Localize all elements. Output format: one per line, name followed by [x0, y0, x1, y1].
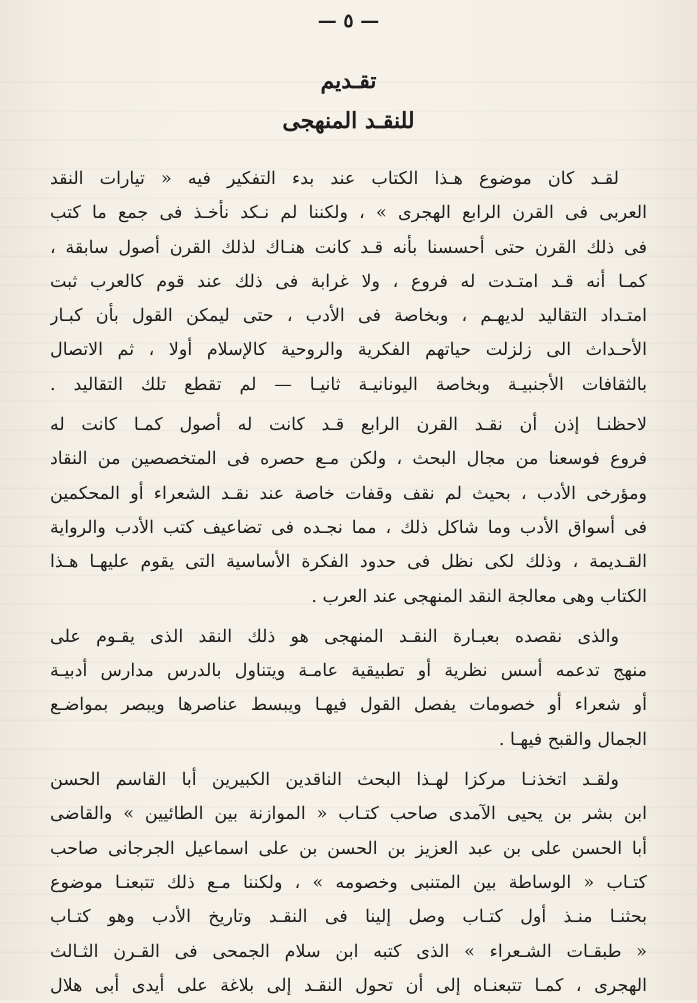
text-line: ابن بشر بن يحيى الآمدى صاحب كتـاب « الموازنة بين الطائيين » والقاضى: [50, 804, 647, 825]
text-line: ومؤرخى الأدب ، بحيث لم نقف وقفات خاصة عند نقـد الشعراء أو المحكمين: [50, 483, 647, 504]
page-title: تقـديم: [320, 68, 377, 94]
text-line: أبا الحسن على بن عبد العزيز بن الحسن بن على اسماعيل الجرجانى صاحب: [50, 838, 647, 859]
text-line: والذى نقصده بعبـارة النقـد المنهجى هو ذلك النقد الذى يقـوم على: [50, 626, 619, 647]
body-text: [50, 162, 647, 1003]
text-line: الجمال والقبح فيهـا .: [498, 729, 647, 750]
text-line: بالثقافات الأجنبيـة وبخاصة اليونانيـة ثانيـا — لم تقطع تلك التقاليد .: [50, 374, 647, 395]
text-line: العربى فى القرن الرابع الهجرى » ، ولكننا لم نـكد نأخـذ فى جمع ما كتب: [50, 203, 647, 224]
text-line: فى أسواق الأدب وما شاكل ذلك ، مما نجـده فى تضاعيف كتب الأدب والرواية: [50, 517, 647, 538]
text-line: امتـداد التقاليد لديهـم ، وبخاصة فى الأدب ، حتى ليمكن القول بأن كبـار: [50, 306, 647, 327]
paragraph-1: [50, 162, 647, 402]
page-number: — ٥ —: [317, 10, 380, 32]
text-line: لاحظنـا إذن أن نقـد القرن الرابع قـد كانت له أصول كمـا كانت له: [50, 415, 647, 436]
text-line: الكتاب وهى معالجة النقد المنهجى عند العرب .: [311, 586, 647, 607]
text-line: كمـا أنه قـد امتـدت له فروع ، ولا غرابة فى ذلك عند قوم كالعرب ثبت: [50, 271, 647, 292]
text-line: منهج تدعمه أسس نظرية أو تطبيقية عامـة ويتناول بالدرس مدارس أدبيـة: [50, 661, 647, 682]
paragraph-4: [50, 763, 647, 1003]
text-line: كتـاب « الوساطة بين المتنبى وخصومه » ، ولكننا مـع ذلك تتبعنـا موضوع: [50, 872, 647, 893]
paragraph-2: [50, 408, 647, 614]
text-line: فى ذلك القرن حتى أحسسنا بأنه قـد كانت هنـاك لذلك القرن أصول سابقة ،: [50, 237, 647, 258]
text-line: « طبقـات الشـعراء » الذى كتبه ابن سلام الجمحى فى القـرن الثـالث: [50, 941, 647, 962]
text-line: بحثنـا منـذ أول كتـاب وصل إلينا فى النقـد وتاريخ الأدب وهو كتـاب: [50, 907, 647, 928]
text-line: الأحـداث الى زلزلت حياتهم الفكرية والروحية كالإسلام أولا ، ثم الاتصال: [50, 340, 647, 361]
text-line: لقـد كان موضوع هـذا الكتاب عند بدء التفكير فيه « تيارات النقد: [50, 169, 619, 189]
text-line: ولقـد اتخذنـا مركزا لهـذا البحث الناقدين الكبيرين أبا القاسم الحسن: [50, 770, 619, 791]
text-line: أو شعراء أو خصومات يفصل القول فيهـا ويبسط عناصرها ويبصر بمواضـع: [50, 695, 647, 716]
text-line: القـديمة ، وذلك لكى نظل فى حدود الفكرة الأساسية التى يقوم عليهـا هـذا: [50, 552, 647, 573]
paragraph-3: [50, 620, 647, 757]
text-line: فروع فوسعنا من مجال البحث ، ولكن مـع حصره فى المتخصصين من النقاد: [50, 449, 647, 470]
page-subtitle: للنقـد المنهجى: [282, 108, 415, 134]
text-line: الهجرى ، كمـا تتبعنـاه إلى أن تحول النقـد إلى بلاغة على أيدى أبى هلال: [50, 975, 647, 996]
